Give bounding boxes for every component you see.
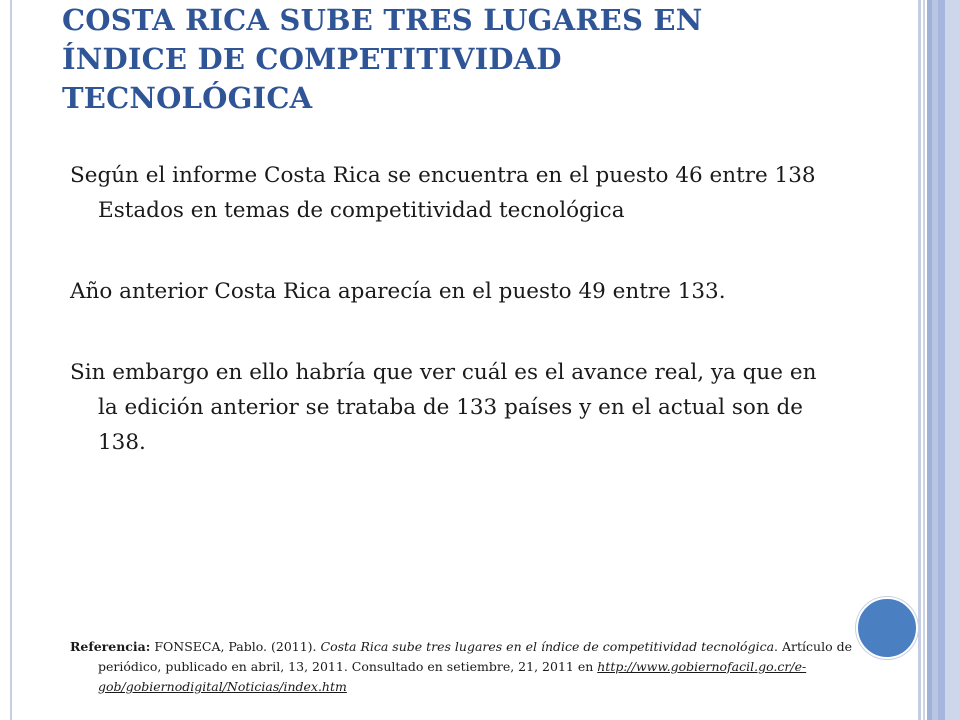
reference-link[interactable]: http://www.gobiernofacil.go.cr/e-gob/gobiernodigital/Noticias/index.htm (98, 659, 807, 694)
right-decorative-band (918, 0, 921, 720)
paragraph-previous-year: Año anterior Costa Rica aparecía en el puesto 49 entre 133. (70, 279, 726, 304)
decorative-circle (856, 597, 918, 659)
slide-title: COSTA RICA SUBE TRES LUGARES EN ÍNDICE DE COMPETITIVIDAD TECNOLÓGICA (62, 3, 703, 115)
paragraph-analysis: Sin embargo en ello habría que ver cuál es el avance real, ya que en la edición anterior se trataba de 133 países y en el actual son de 138. (70, 360, 817, 455)
paragraph-ranking: Según el informe Costa Rica se encuentra en el puesto 46 entre 138 Estados en temas de competitividad tecnológica (70, 163, 816, 223)
right-decorative-band (923, 0, 925, 720)
right-decorative-band (945, 0, 960, 720)
right-decorative-band (938, 0, 945, 720)
reference-label: Referencia: (70, 639, 151, 654)
reference-details: . Artículo de periódico, publicado en abril, 13, 2011. Consultado en setiembre, 21, 2011 en (98, 639, 852, 674)
reference-title: Costa Rica sube tres lugares en el índice de competitividad tecnológica (320, 639, 775, 654)
reference-citation (70, 637, 858, 697)
left-border-line (10, 0, 12, 720)
slide-body (70, 158, 840, 506)
reference-author: FONSECA, Pablo. (2011). (150, 639, 321, 654)
